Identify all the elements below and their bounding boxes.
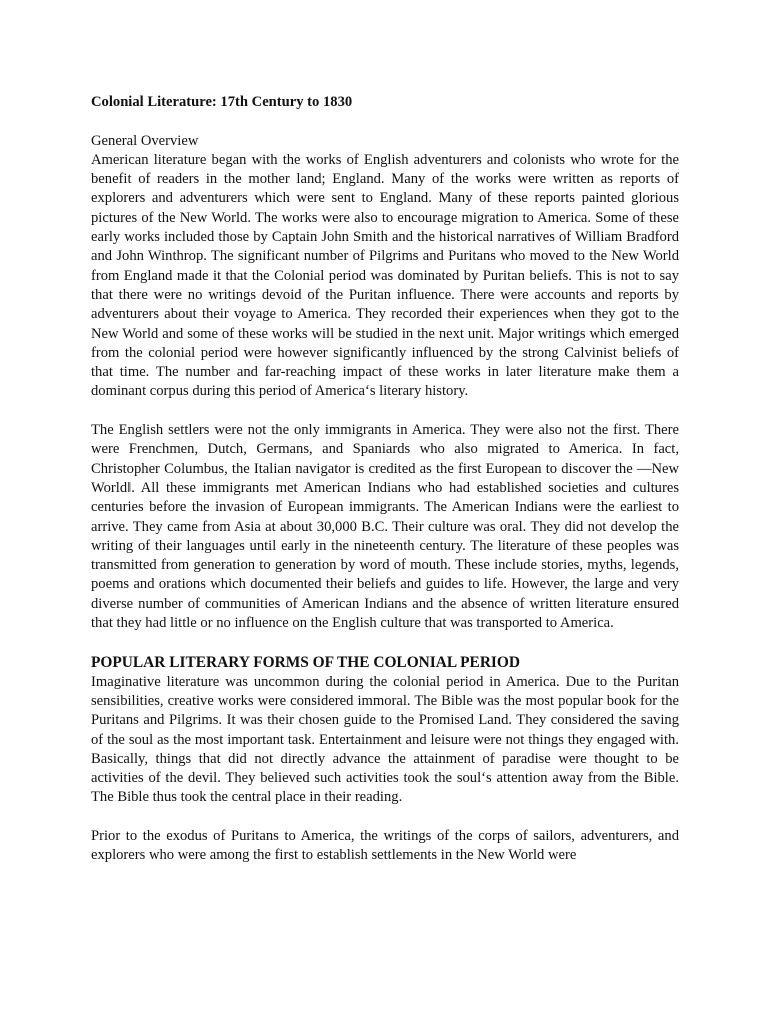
- overview-paragraph-1: American literature began with the works of English adventurers and colonists who wrote for the benefit of readers in the mother land; England. Many of the works were written as reports of explorers and adventurers which were sent to England. Many of these reports painted glorious pictures of the New World. The works were also to encourage migration to America. Some of these early works included those by Captain John Smith and the historical narratives of William Bradford and John Winthrop. The significant number of Pilgrims and Puritans who moved to the New World from England made it that the Colonial period was dominated by Puritan beliefs. This is not to say that there were no writings devoid of the Puritan influence. There were accounts and reports by adventurers about their voyage to America. They recorded their experiences when they got to the New World and some of these works will be studied in the next unit. Major writings which emerged from the colonial period were however significantly influenced by the strong Calvinist beliefs of that time. The number and far-reaching impact of these works in later literature make them a dominant corpus during this period of America‘s literary history.: [91, 151, 679, 400]
- popular-forms-paragraph-2: Prior to the exodus of Puritans to America, the writings of the corps of sailors, adventurers, and explorers who were among the first to establish settlements in the New World were: [91, 827, 679, 864]
- paragraph-spacer: [91, 808, 679, 827]
- popular-forms-heading: POPULAR LITERARY FORMS OF THE COLONIAL PERIOD: [91, 654, 521, 672]
- overview-paragraph-2: The English settlers were not the only immigrants in America. They were also not the first. There were Frenchmen, Dutch, Germans, and Spaniards who also migrated to America. In fact, Christopher Columbus, the Italian navigator is credited as the first European to discover the ―New World‖. All these immigrants met American Indians who had established societies and cultures centuries before the invasion of European immigrants. The American Indians were the earliest to arrive. They came from Asia at about 30,000 B.C. Their culture was oral. They did not develop the writing of their languages until early in the nineteenth century. The literature of these peoples was transmitted from generation to generation by word of mouth. These include stories, myths, legends, poems and orations which documented their beliefs and guides to life. However, the large and very diverse number of communities of American Indians and the absence of written literature ensured that they had little or no influence on the English culture that was transported to America.: [91, 422, 679, 632]
- overview-heading: General Overview: [91, 132, 199, 149]
- document-title: Colonial Literature: 17th Century to 1830: [91, 94, 353, 110]
- paragraph-spacer: [91, 402, 679, 421]
- section-spacer: [91, 633, 679, 653]
- popular-forms-paragraph-1: Imaginative literature was uncommon during the colonial period in America. Due to the Puritan sensibilities, creative works were considered immoral. The Bible was the most popular book for the Puritans and Pilgrims. It was their chosen guide to the Promised Land. They considered the saving of the soul as the most important task. Entertainment and leisure were not things they engaged with. Basically, things that did not directly advance the attainment of paradise were thought to be activities of the devil. They believed such activities took the soul‘s attention away from the Bible. The Bible thus took the central place in their reading.: [91, 673, 679, 806]
- document-page: [91, 93, 679, 866]
